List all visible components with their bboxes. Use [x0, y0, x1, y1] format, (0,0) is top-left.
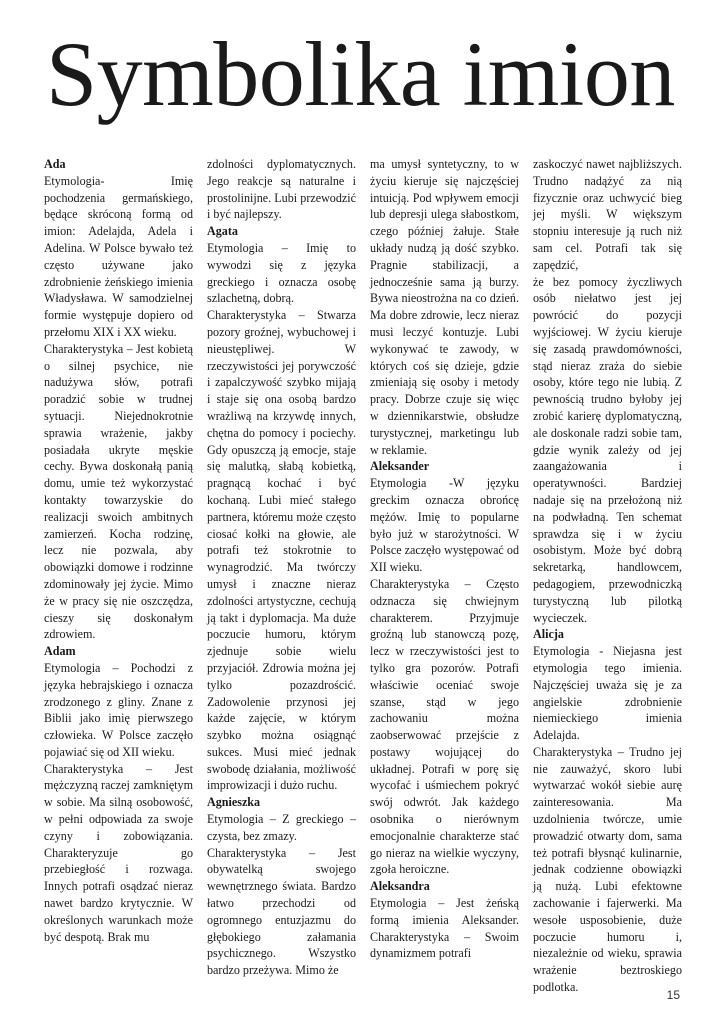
paragraph: Etymologia - Niejasna jest etymologia tego imienia. Najczęściej uważa się je za angielskie zdrobnienie niemieckiego imienia Adelajda.: [533, 644, 682, 743]
paragraph: Charakterystyka – Często odznacza się chwiejnym charakterem. Przyjmuje groźną lub stanowczą pozę, lecz w rzeczywistości jest to tylko gra pozorów. Potrafi właściwie oceniać swoje szanse, stąd w jego zachowaniu można zaobserwować przejście z postawy wojującej do układnej. Potrafi w porę się wycofać i uśmiechem pokryć swój odwrót. Jak każdego osobnika o nierównym emocjonalnie charakterze stać go nieraz na wielkie wyczyny, zgoła heroiczne.: [370, 576, 519, 877]
paragraph: Charakterystyka – Jest obywatelką swojego wewnętrznego świata. Bardzo łatwo przechodzi od ogromnego entuzjazmu do głębokiego załamania psychicznego. Wszystko bardzo przeżywa. Mimo że: [207, 845, 356, 978]
paragraph: Charakterystyka – Jest mężczyzną raczej zamkniętym w sobie. Ma silną osobowość, w pełni odpowiada za swoje czyny i zobowiązania. Charakteryzuje go przebiegłość i rozwaga. Innych potrafi osądzać nieraz nawet bardzo krytycznie. W określonych warunkach może być despotą. Brak mu: [44, 761, 193, 944]
name-heading: Aleksander: [370, 459, 430, 474]
paragraph: Etymologia – Pochodzi z języka hebrajskiego i oznacza zrodzonego z gliny. Znane z Biblii jako imię pierwszego człowieka. W Polsce zaczęło pojawiać się od XII wieku.: [44, 660, 193, 759]
name-heading: Adam: [44, 644, 76, 659]
paragraph: Charakterystyka – Trudno jej nie zauważyć, skoro lubi wytwarzać wokół siebie aurę zainteresowania. Ma uzdolnienia twórcze, umie prowadzić otwarty dom, sama też potrafi błysnąć kulinarnie, jednak codzienne obowiązki ją nużą. Lubi efektowne zachowanie i fajerwerki. Ma wesołe usposobienie, duże poczucie humoru i, niezależnie od wieku, sprawia wrażenie beztroskiego podlotka.: [533, 744, 682, 995]
paragraph: zaskoczyć nawet najbliższych. Trudno nadążyć za nią fizycznie oraz uchwycić bieg jej myśli. W większym stopniu interesuje ją ruch niż sam cel. Potrafi tak się zapędzić,: [533, 157, 682, 272]
page-title: Symbolika imion: [46, 23, 675, 125]
paragraph: Etymologia- Imię pochodzenia germańskiego, będące skróconą formą od imion: Adelajda, Adela i Adelina. W Polsce bywało też często używane jako zdrobnienie żeńskiego imienia Władysława. W samodzielnej formie występuje dopiero od przełomu XIX i XX wieku.: [44, 173, 193, 339]
paragraph: ma umysł syntetyczny, to w życiu kieruje się najczęściej intuicją. Pod wpływem emocji lub depresji ulega słabostkom, czego później żałuje. Stałe układy nudzą ją dość szybko. Pragnie stabilizacji, a jednocześnie sama ją burzy. Bywa nieostrożna na co dzień. Ma dobre zdrowie, lecz nieraz musi leczyć kontuzje. Lubi wykonywać te zawody, w których coś się dzieje, gdzie zmieniają się osoby i metody pracy. Dobrze czuje się więc w dziennikarstwie, obsłudze turystycznej, marketingu lub w reklamie.: [370, 157, 519, 457]
name-heading: Agnieszka: [207, 795, 261, 810]
paragraph: że bez pomocy życzliwych osób niełatwo jest jej powrócić do pozycji wyjściowej. W życiu kieruje się zasadą prawdomówności, stąd nieraz zraża do siebie osoby, które tego nie lubią. Z pewnością trudno byłoby jej zrobić karierę dyplomatyczną, ale doskonale radzi sobie tam, gdzie wynik zależy od jej zaangażowania i operatywności. Bardziej nadaje się na przełożoną niż na podwładną. Ten schemat sprawdza się i w życiu osobistym. Może być dobrą sekretarką, handlowcem, pedagogiem, przewodniczką turystyczną lub pilotką wycieczek.: [533, 274, 682, 625]
name-heading: Ada: [44, 157, 66, 171]
paragraph: Etymologia – Jest żeńską formą imienia Aleksander. Charakterystyka – Swoim dynamizmem potrafi: [370, 896, 519, 961]
name-heading: Aleksandra: [370, 879, 430, 894]
column-1: [44, 156, 193, 986]
page-number: 15: [666, 988, 680, 1002]
column-2: [207, 156, 356, 986]
paragraph: Charakterystyka – Stwarza pozory groźnej, wybuchowej i nieustępliwej. W rzeczywistości jej porywczość i zapalczywość szybko mijają i staje się ona osobą bardzo wrażliwą na krzywdę innych, chętna do pomocy i pociechy. Gdy opuszczą ją emocje, staje się malutką, słabą kobietką, pragnącą kochać i być kochaną. Lubi mieć stałego partnera, któremu może często ciosać kołki na głowie, ale potrafi też stokrotnie to wynagrodzić. Ma twórczy umysł i znaczne nieraz zdolności artystyczne, cechują ją takt i dyplomacja. Ma duże poczucie humoru, którym zjednuje sobie wielu przyjaciół. Zdrowia można jej tylko pozazdrościć. Zadowolenie przynosi jej każde zajęcie, w którym szybko można osiągnąć sukces. Musi mieć jednak swobodę działania, możliwość improwizacji i dużo ruchu.: [207, 308, 356, 793]
column-3: [370, 156, 519, 986]
paragraph: Charakterystyka – Jest kobietą o silnej psychice, nie nadużywa słów, potrafi poradzić sobie w trudnej sytuacji. Niejednokrotnie sprawia wrażenie, jakby posiadała ukryte męskie cechy. Bywa doskonałą panią domu, umie też wykorzystać kontakty towarzyskie do realizacji swoich ambitnych zamierzeń. Kocha rodzinę, lecz nie pozwala, aby obowiązki domowe i rodzinne zdominowały jej życie. Mimo że w pracy się nie oszczędza, cieszy się doskonałym zdrowiem.: [44, 341, 193, 642]
name-heading: Alicja: [533, 627, 564, 642]
name-heading: Agata: [207, 224, 238, 239]
paragraph: Etymologia – Imię to wywodzi się z języka greckiego i oznacza osobę szlachetną, dobrą.: [207, 240, 356, 306]
paragraph: Etymologia -W języku greckim oznacza obrońcę mężów. Imię to popularne było już w starożytności. W Polsce zaczęło występować od XII wieku.: [370, 476, 519, 575]
paragraph: Etymologia – Z greckiego – czysta, bez zmazy.: [207, 812, 356, 843]
paragraph: zdolności dyplomatycznych. Jego reakcje są naturalne i prostolinijne. Lubi przewodzić i być najlepszy.: [207, 157, 356, 222]
